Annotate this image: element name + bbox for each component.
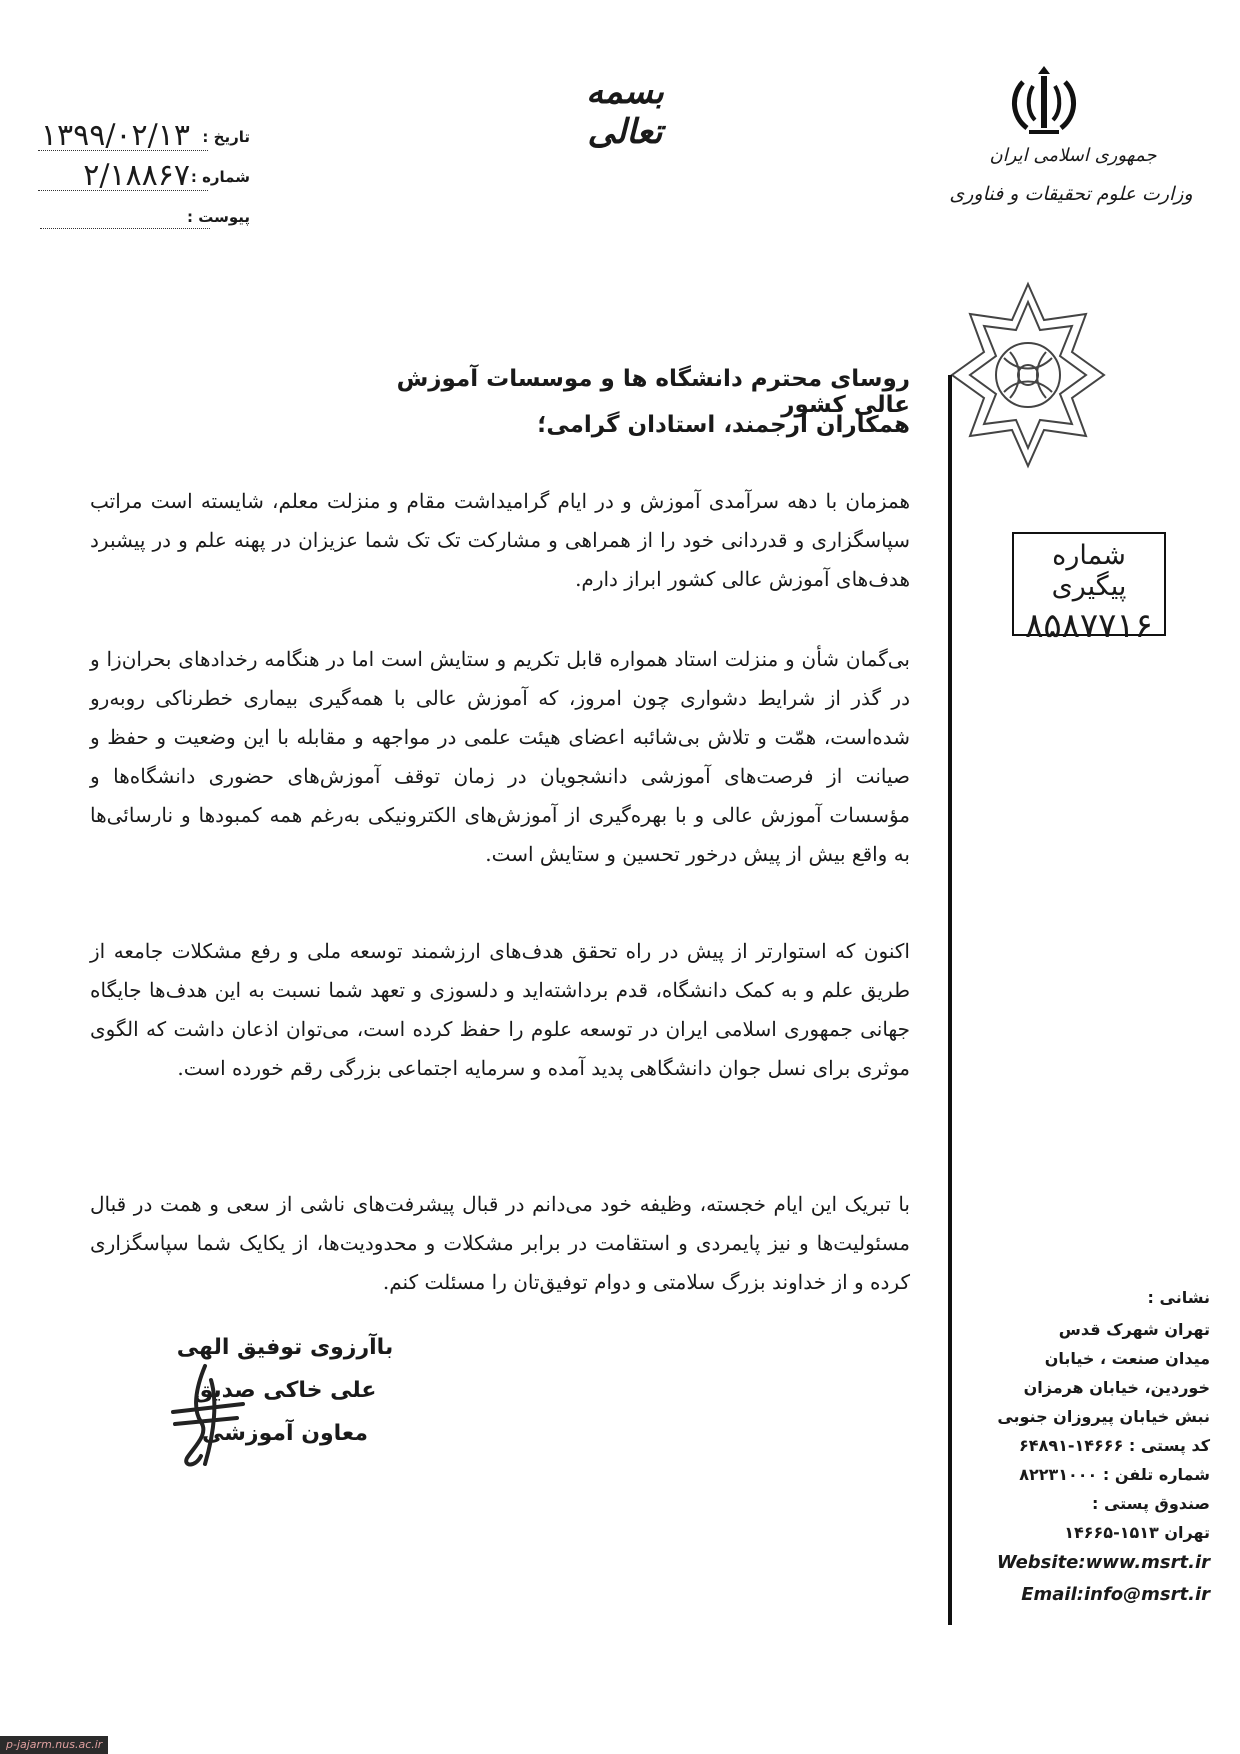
source-watermark: p-jajarm.nus.ac.ir — [0, 1736, 108, 1754]
paragraph-3: اکنون که استوارتر از پیش در راه تحقق هدف‌های ارزشمند توسعه ملی و رفع مشکلات جامعه از طریق علم و به کمک دانشگاه، قدم برداشته‌اید و دلسوزی و تعهد شما نسبت به این هدف‌ها جایگاه جهانی جمهوری اسلامی ایران در توسعه علوم را حفظ کرده است، می‌توان اذعان داشت که الگوی موثری برای نسل جوان دانشگاهی پدید آمده و سرمایه اجتماعی بزرگی رقم خورده است. — [90, 939, 910, 1080]
date-underline — [38, 150, 208, 151]
po-box-label: صندوق پستی : — [1091, 1494, 1210, 1513]
ministry-name: وزارت علوم تحقیقات و فناوری — [949, 183, 1193, 205]
address-line-3: خوردین، خیابان هرمزان — [1023, 1378, 1210, 1397]
tracking-label: شماره پیگیری — [1051, 540, 1127, 602]
phone-number: شماره تلفن : ۸۲۲۳۱۰۰۰ — [1019, 1465, 1210, 1484]
address-line-2: میدان صنعت ، خیابان — [1044, 1349, 1210, 1368]
date-value: ۱۳۹۹/۰۲/۱۳ — [40, 118, 190, 153]
paragraph-2: بی‌گمان شأن و منزلت استاد همواره قابل تکریم و ستایش است اما در هنگامه رخدادهای بحران‌زا و در گذر از شرایط دشواری چون امروز، که آموزش عالی با همه‌گیری بیماری خطرناکی روبه‌رو شده‌است، همّت و تلاش بی‌شائبه اعضای هیئت علمی در مواجهه و مقابله با این وضعیت و حفظ و صیانت از فرصت‌های آموزشی دانشجویان در زمان توقف آموزش‌های حضوری دانشگاه‌ها و مؤسسات آموزش عالی و با بهره‌گیری از آموزش‌های الکترونیکی به‌رغم همه کمبودها و نارسائی‌ها به واقع بیش از پیش درخور تحسین و ستایش است. — [90, 647, 910, 866]
number-label: شماره : — [190, 168, 250, 186]
attachment-row — [30, 198, 250, 238]
handwritten-signature — [165, 1360, 255, 1470]
paragraph-1: همزمان با دهه سرآمدی آموزش و در ایام گرامیداشت مقام و منزلت معلم، شایسته است مراتب سپاسگزاری و قدردانی خود را از همراهی و مشارکت تک تک شما عزیزان در پهنه علم و در پیشبرد هدف‌های آموزش عالی کشور ابراز دارم. — [90, 489, 911, 591]
closing-wish: باآرزوی توفیق الهی — [176, 1335, 394, 1360]
email-link[interactable]: Email:info@msrt.ir — [1021, 1584, 1210, 1605]
address-label: نشانی : — [1147, 1288, 1210, 1307]
signer-title: معاون آموزشی — [202, 1421, 368, 1446]
date-label: تاریخ : — [202, 128, 250, 146]
bismillah-heading: بسمه تعالی — [586, 72, 664, 152]
number-row — [30, 158, 250, 198]
addressee-line-2: همکاران ارجمند، استادان گرامی؛ — [537, 412, 910, 438]
po-box: تهران ۱۵۱۳-۱۴۶۶۵ — [1064, 1523, 1210, 1542]
tracking-box — [1012, 532, 1166, 646]
attachment-underline — [40, 228, 210, 229]
addressee-line-1: روسای محترم دانشگاه ها و موسسات آموزش عالی کشور — [396, 366, 910, 418]
date-row — [30, 118, 250, 158]
number-underline — [38, 190, 208, 191]
paragraph-4: با تبریک این ایام خجسته، وظیفه خود می‌دانم در قبال پیشرفت‌های ناشی از سعی و همت در قبال مسئولیت‌ها و نیز پایمردی و استقامت در برابر مشکلات و محدودیت‌ها، از یکایک شما سپاسگزاری کرده و از خداوند بزرگ سلامتی و دوام توفیق‌تان را مسئلت کنم. — [90, 1192, 910, 1294]
iran-emblem-icon — [1005, 62, 1083, 140]
margin-divider — [948, 375, 952, 1625]
address-line-1: تهران شهرک قدس — [1058, 1320, 1210, 1339]
attachment-label: پیوست : — [186, 208, 250, 226]
gov-name: جمهوری اسلامی ایران — [989, 145, 1157, 166]
number-value: ۲/۱۸۸۶۷ — [83, 158, 190, 193]
islamic-ornament-icon — [948, 280, 1108, 470]
address-line-4: نبش خیابان پیروزان جنوبی — [997, 1407, 1210, 1426]
tracking-number: ۸۵۸۷۷۱۶ — [1025, 606, 1153, 646]
postal-code: کد پستی : ۱۴۶۶۶-۶۴۸۹۱ — [1019, 1436, 1210, 1455]
website-link[interactable]: Website:www.msrt.ir — [996, 1552, 1210, 1573]
signer-name: علی خاکی صدیق — [193, 1378, 377, 1403]
